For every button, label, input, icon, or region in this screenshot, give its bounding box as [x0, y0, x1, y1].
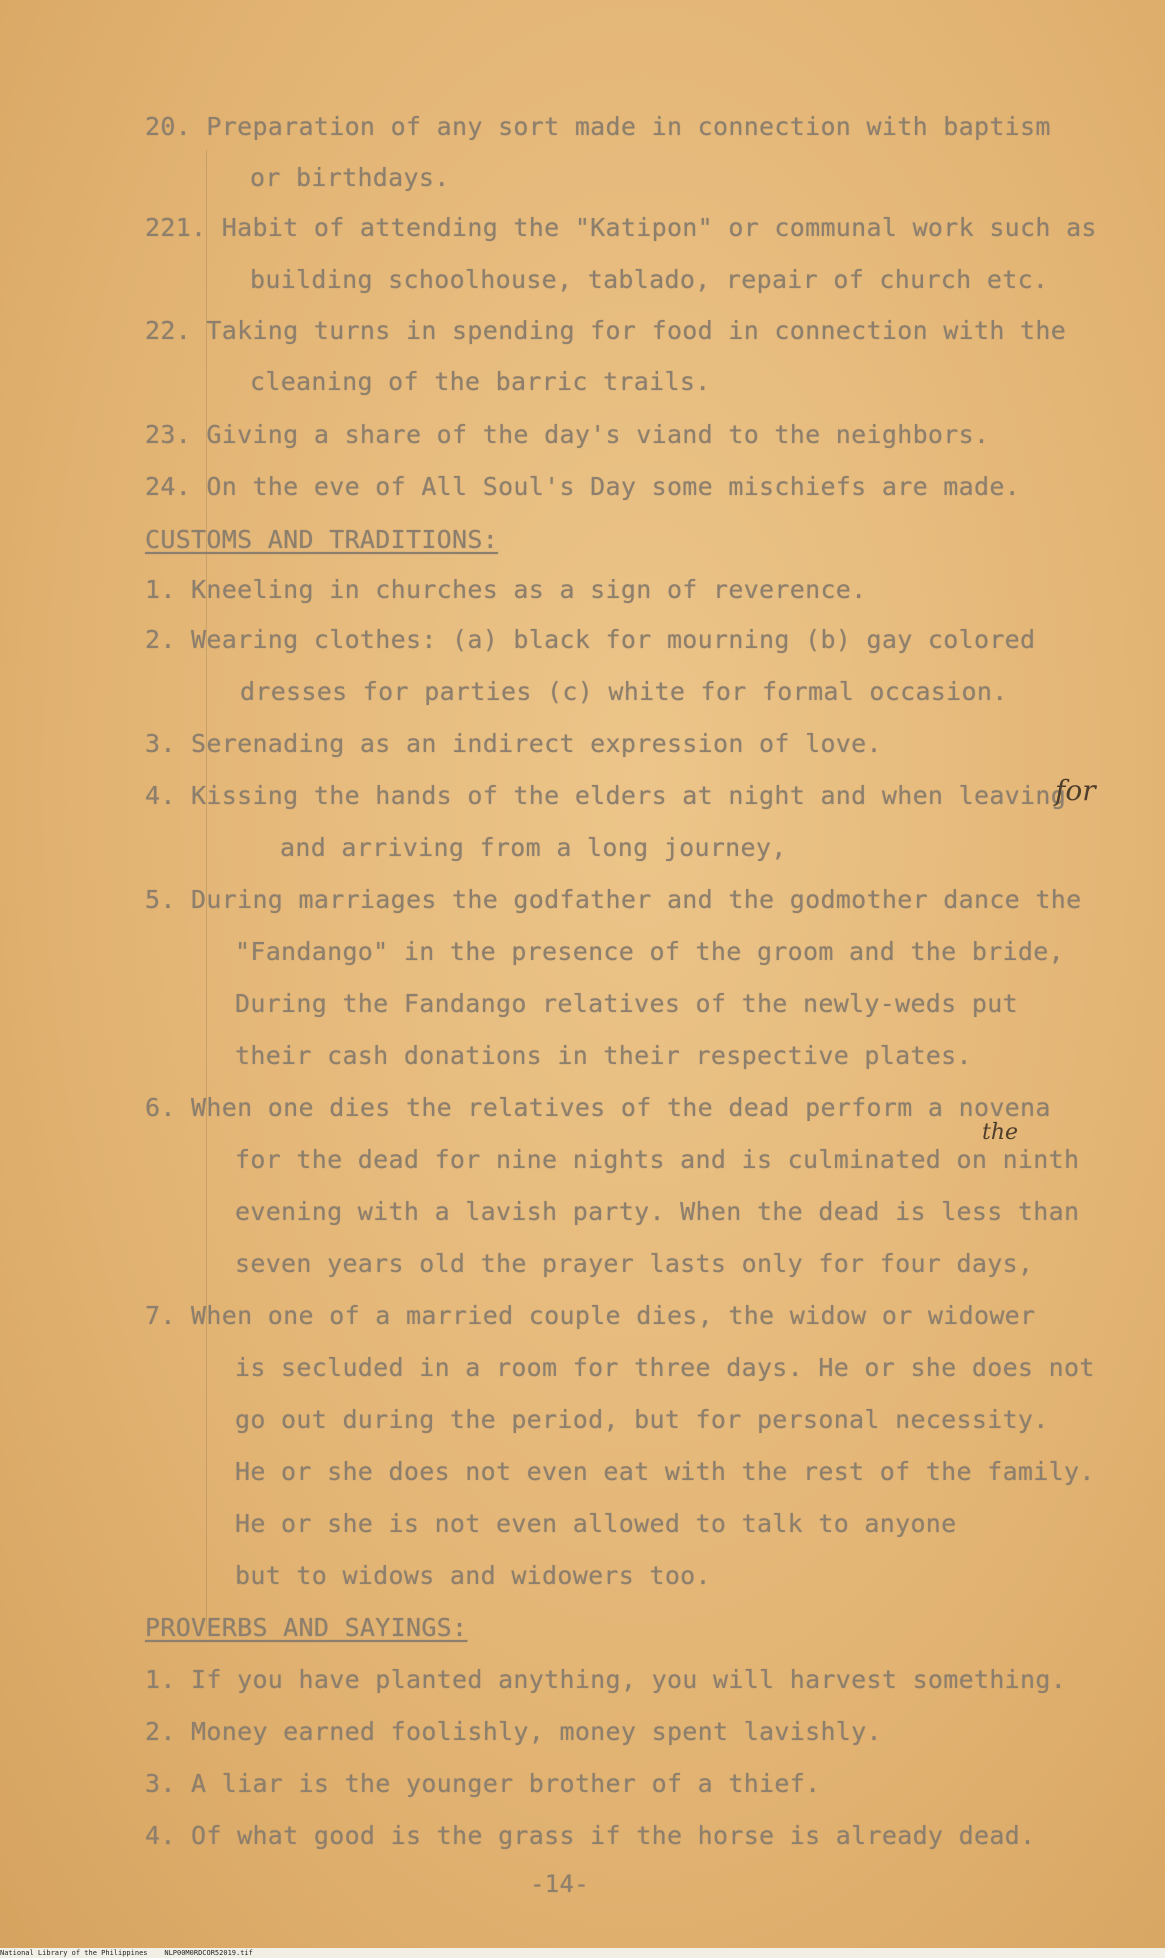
- item-24: 24. On the eve of All Soul's Day some mischiefs are made.: [145, 472, 1021, 501]
- item-20-line-1: 20. Preparation of any sort made in connection with baptism: [145, 112, 1051, 141]
- customs-heading: CUSTOMS AND TRADITIONS:: [145, 525, 499, 554]
- custom-7-line-4: He or she does not even eat with the rest of the family.: [235, 1457, 1095, 1486]
- custom-7-line-3: go out during the period, but for personal necessity.: [235, 1405, 1049, 1434]
- item-22-line-2: cleaning of the barric trails.: [250, 367, 711, 396]
- custom-7-line-6: but to widows and widowers too.: [235, 1561, 711, 1590]
- custom-6-line-4: seven years old the prayer lasts only for four days,: [235, 1249, 1034, 1278]
- proverb-4: 4. Of what good is the grass if the horse is already dead.: [145, 1821, 1036, 1850]
- custom-5-line-3: During the Fandango relatives of the newly-weds put: [235, 989, 1018, 1018]
- item-23: 23. Giving a share of the day's viand to the neighbors.: [145, 420, 990, 449]
- scan-footer: National Library of the Philippines NLP00M0RDCOR52019.tif: [0, 1948, 1165, 1958]
- custom-1: 1. Kneeling in churches as a sign of reverence.: [145, 575, 867, 604]
- item-21-line-1: 221. Habit of attending the "Katipon" or communal work such as: [145, 213, 1097, 242]
- custom-3: 3. Serenading as an indirect expression of love.: [145, 729, 882, 758]
- proverbs-heading: PROVERBS AND SAYINGS:: [145, 1613, 468, 1642]
- proverb-3: 3. A liar is the younger brother of a thief.: [145, 1769, 821, 1798]
- custom-5-line-1: 5. During marriages the godfather and the godmother dance the: [145, 885, 1082, 914]
- item-20-line-2: or birthdays.: [250, 163, 450, 192]
- proverb-2: 2. Money earned foolishly, money spent lavishly.: [145, 1717, 882, 1746]
- page-number: -14-: [530, 1870, 589, 1898]
- item-22-line-1: 22. Taking turns in spending for food in connection with the: [145, 316, 1067, 345]
- custom-6-line-3: evening with a lavish party. When the dead is less than: [235, 1197, 1080, 1226]
- custom-7-line-5: He or she is not even allowed to talk to anyone: [235, 1509, 957, 1538]
- custom-5-line-4: their cash donations in their respective plates.: [235, 1041, 972, 1070]
- custom-7-line-2: is secluded in a room for three days. He or she does not: [235, 1353, 1095, 1382]
- custom-6-line-1: 6. When one dies the relatives of the dead perform a novena: [145, 1093, 1051, 1122]
- custom-5-line-2: "Fandango" in the presence of the groom and the bride,: [235, 937, 1064, 966]
- custom-4-line-2: and arriving from a long journey,: [280, 833, 787, 862]
- custom-2-line-1: 2. Wearing clothes: (a) black for mourning (b) gay colored: [145, 625, 1036, 654]
- custom-6-line-2: for the dead for nine nights and is culminated on ninth: [235, 1145, 1080, 1174]
- item-21-line-2: building schoolhouse, tablado, repair of church etc.: [250, 265, 1049, 294]
- custom-7-line-1: 7. When one of a married couple dies, the widow or widower: [145, 1301, 1036, 1330]
- custom-4-line-1: 4. Kissing the hands of the elders at night and when leaving: [145, 781, 1067, 810]
- custom-2-line-2: dresses for parties (c) white for formal occasion.: [240, 677, 1008, 706]
- handwritten-for: for: [1055, 774, 1096, 807]
- handwritten-the: the: [982, 1120, 1019, 1145]
- proverb-1: 1. If you have planted anything, you will harvest something.: [145, 1665, 1067, 1694]
